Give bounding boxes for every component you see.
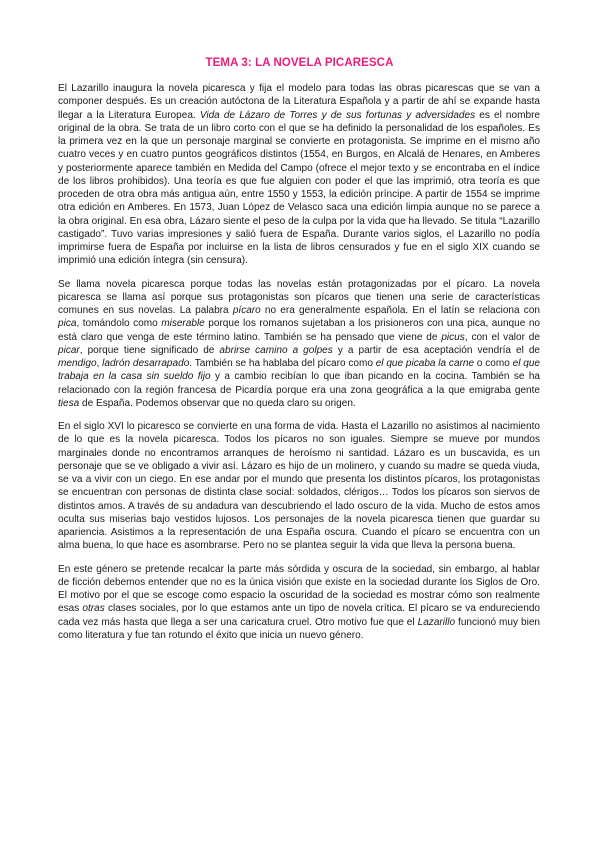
text-run: , porque tiene significado de [79, 344, 220, 356]
text-run: En el siglo XVI lo picaresco se convierte en una forma de vida. Hasta el Lazarillo no asistimos al nacimiento de lo que es la novela picaresca. Todos los pícaros no son iguales. Siempre se mueve por mundos marginales donde no encontramos arranques de heroísmo ni santidad. Lázaro es un buscavida, es un personaje que se ve obligado a vivir así. Lázaro es hijo de un molinero, y cuando su madre se queda viuda, se va a vivir con un ciego. En ese andar por el mundo que presenta los distintos pícaros, los protagonistas se encuentran con personas de distinta clase social: soldados, clérigos… Todos los pícaros son siervos de distintos amos. A través de su andadura van descubriendo el lado oscuro de la vida. Mucho de estos amos oculta sus miserias bajo vestidos lujosos. Los personajes de la novela picaresca tienen que guardar su apariencia. Asistimos a la representación de una España oscura. Cuando el pícaro se encuentra con un alma buena, lo que hace es asombrarse. Pero no se plantea seguir la vida que lleva la persona buena. [58, 421, 540, 552]
italic-run: Vida de Lázaro de Torres y de sus fortunas y adversidades [199, 109, 476, 121]
italic-run: tiesa [58, 397, 80, 409]
italic-run: picar [58, 344, 80, 356]
italic-run: ladrón desarrapado [102, 358, 190, 369]
text-run: . También se ha hablaba del pícaro como [189, 358, 376, 369]
page-title: TEMA 3: LA NOVELA PICARESCA [205, 57, 394, 69]
italic-run: mendigo [58, 358, 97, 369]
text-run: El Lazarillo inaugura la novela picaresca y fija el modelo para todas las obras picarescas que se van a componer después. Es un creación autóctona de la Literatura Española y a partir de ahí se expande hasta llegar a la Literatura Europea. [58, 83, 540, 121]
italic-run: abrirse camino a golpes [219, 344, 333, 356]
text-run: es el nombre original de la obra. Se trata de un libro corto con el que se ha definido la personalidad de los españoles. Es la primera vez en la que un personaje marginal se convierte en protagonista. Se imprime en el mismo año cuatro veces y en cuatro puntos geográficos distintos (1554, en Burgos, en Alcalá de Henares, en Amberes y posteriormente aparece también en Medida del Campo (ofrece el mejor texto y se encontraba en el índice de los libros prohibidos). Una teoría es que fue alguien con poder el que las imprimió, otra teoría es que proceden de otra obra más antigua aún, entre 1550 y 1553, la edición príncipe. A partir de 1554 se imprime otra edición en Amberes. En 1573, Juan López de Velasco saca una edición limpia aunque no se parece a la obra original. En esa obra, Lázaro siente el peso de la culpa por la vida que ha llevado. Se titula “Lazarillo castigado”. Tuvo varias impresiones y salió fuera de España. Durante varios siglos, el Lazarillo no podía imprimirse fuera de España por incluirse en la lista de libros censurados y fue en el siglo XIX cuando se imprimió una edición íntegra (sin censura). [58, 109, 540, 267]
text-run: funcionó muy bien como literatura y fue tan rotundo el éxito que inicia un nuevo género. [58, 616, 541, 641]
document-body [58, 82, 540, 652]
text-run: de España. Podemos observar que no queda claro su origen. [79, 397, 356, 409]
italic-run: miserable [161, 318, 205, 330]
text-run: , con el valor de [464, 331, 540, 343]
text-run: , [96, 358, 103, 369]
italic-run: pica [58, 318, 77, 330]
paragraph-3 [58, 420, 540, 553]
italic-run: Lazarillo [417, 616, 456, 628]
paragraph-2 [58, 278, 540, 411]
italic-run: picus [441, 331, 465, 343]
paragraph-1 [58, 82, 540, 268]
text-run: o como [474, 358, 513, 369]
text-run: y a cambio recibían lo que iban picando en la cocina. También se ha relacionado con la región francesa de Picardía porque era una zona geográfica a la que emigraba gente [58, 371, 541, 396]
text-run: En este género se pretende recalcar la parte más sórdida y oscura de la sociedad, sin embargo, al hablar de ficción debemos entender que no es la única visión que existe en la sociedad durante los Siglos de Oro. El motivo por el que se escoge como espacio la oscuridad de la sociedad es mostrar cómo son realmente esas [58, 563, 540, 615]
italic-run: el que trabaja en la casa sin sueldo fijo [58, 358, 541, 383]
text-run: Se llama novela picaresca porque todas las novelas están protagonizadas por el pícaro. La novela picaresca se llama así porque sus protagonistas son pícaros que tienen una serie de características comunes en sus novelas. La palabra [58, 278, 540, 316]
text-run: y a partir de esa aceptación vendría el de [332, 344, 540, 356]
text-run: porque los romanos sujetaban a los prisioneros con una pica, aunque no está claro que venga de este término latino. También se ha pensado que viene de [58, 318, 540, 343]
paragraph-4 [58, 563, 540, 643]
italic-run: otras [82, 603, 105, 615]
italic-run: el que picaba la carne [375, 358, 475, 369]
text-run: clases sociales, por lo que estamos ante un tipo de novela crítica. El pícaro se va endureciendo cada vez más hasta que llega a ser una caricatura cruel. Otro motivo fue que el [58, 603, 540, 628]
italic-run: pícaro [232, 305, 261, 316]
text-run: , tomándolo como [76, 318, 162, 330]
text-run: no era generalmente española. En el latín se relaciona con [260, 305, 540, 316]
